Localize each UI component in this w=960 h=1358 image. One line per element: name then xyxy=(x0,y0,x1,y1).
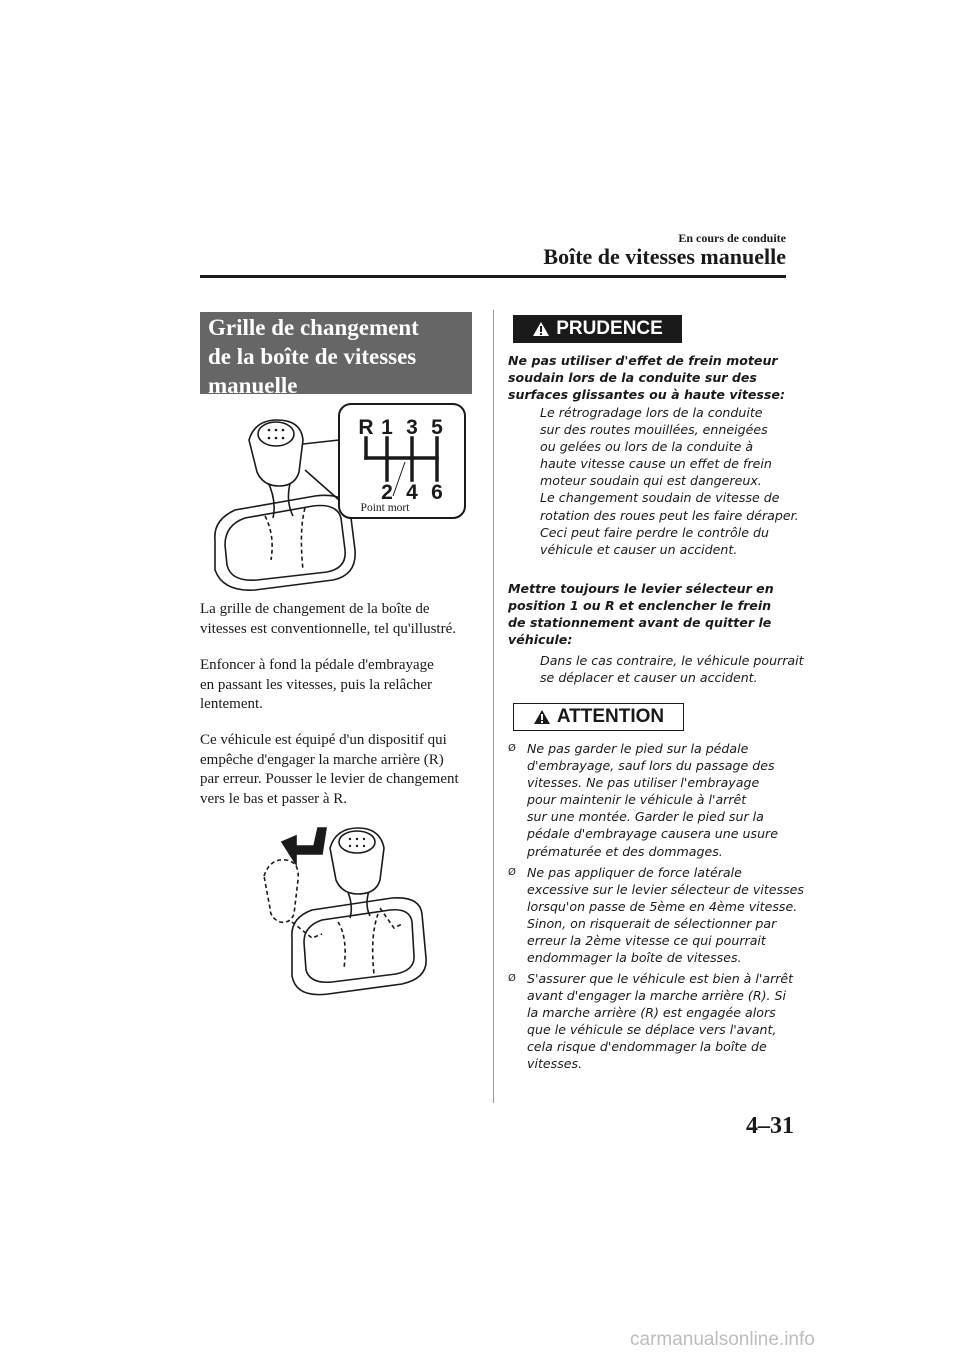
text-line: par erreur. Pousser le levier de changement xyxy=(200,771,459,787)
gear-shift-knob-illustration xyxy=(215,420,355,590)
text-line: empêche d'engager la marche arrière (R) xyxy=(200,751,444,768)
text-line: sur des routes mouillées, enneigées xyxy=(540,422,768,438)
gear-label-5: 5 xyxy=(431,416,443,439)
prudence-body xyxy=(540,404,799,558)
text-line: vitesses. xyxy=(527,1056,583,1072)
text-line: S'assurer que le véhicule est bien à l'arrêt xyxy=(527,971,794,986)
body-paragraph xyxy=(200,656,480,715)
text-line: pédale d'embrayage causera une usure xyxy=(527,826,778,842)
section-heading-line: Grille de changement xyxy=(208,315,419,340)
column-divider xyxy=(493,310,494,1103)
section-heading xyxy=(200,312,472,398)
text-line: surfaces glissantes ou à haute vitesse: xyxy=(508,387,786,403)
gear-label-3: 3 xyxy=(406,416,418,439)
shift-pattern-figure xyxy=(205,400,467,595)
text-line: Mettre toujours le levier sélecteur en xyxy=(508,581,774,596)
bullet-marker: Ø xyxy=(508,743,516,754)
text-line: erreur la 2ème vitesse ce qui pourrait xyxy=(527,933,766,949)
warning-triangle-icon xyxy=(532,321,550,337)
text-line: Ceci peut faire perdre le contrôle du xyxy=(540,524,769,540)
gear-label-6: 6 xyxy=(431,481,443,504)
prudence-label: PRUDENCE xyxy=(556,318,663,339)
text-line: endommager la boîte de vitesses. xyxy=(527,950,742,966)
section-heading-line: manuelle xyxy=(208,372,298,398)
prudence-badge xyxy=(513,315,682,343)
gear-label-1: 1 xyxy=(381,416,393,439)
gear-label-reverse: R xyxy=(358,416,374,439)
watermark: carmanualsonline.info xyxy=(630,1329,815,1350)
text-line: avant d'engager la marche arrière (R). Si xyxy=(527,988,786,1004)
warning-triangle-icon xyxy=(533,709,551,725)
gear-label-4: 4 xyxy=(406,481,418,504)
text-line: cela risque d'endommager la boîte de xyxy=(527,1039,767,1055)
prudence-heading xyxy=(508,352,785,403)
gear-lever-push-down-illustration xyxy=(252,818,432,1008)
text-line: vers le bas et passer à R. xyxy=(200,790,348,807)
text-line: position 1 ou R et enclencher le frein xyxy=(508,598,772,614)
page-number: 4–31 xyxy=(746,1113,794,1139)
running-header-chapter: Boîte de vitesses manuelle xyxy=(543,244,786,269)
text-line: ou gelées ou lors de la conduite à xyxy=(540,439,754,455)
attention-badge xyxy=(513,703,684,731)
section-heading-line: de la boîte de vitesses xyxy=(208,343,417,369)
prudence-body xyxy=(540,652,804,686)
body-paragraph xyxy=(200,600,480,639)
text-line: Ne pas garder le pied sur la pédale xyxy=(527,741,749,756)
text-line: Le changement soudain de vitesse de xyxy=(540,490,780,506)
text-line: moteur soudain qui est dangereux. xyxy=(540,473,762,489)
body-paragraph xyxy=(200,731,480,809)
bullet-marker: Ø xyxy=(508,973,516,984)
text-line: la marche arrière (R) est engagée alors xyxy=(527,1005,776,1021)
text-line: excessive sur le levier sélecteur de vitesses xyxy=(527,882,804,898)
text-line: Enfoncer à fond la pédale d'embrayage xyxy=(200,657,434,673)
running-header-section: En cours de conduite xyxy=(678,231,786,245)
text-line: en passant les vitesses, puis la relâcher xyxy=(200,676,433,693)
prudence-heading xyxy=(508,580,774,648)
attention-label: ATTENTION xyxy=(556,706,665,727)
text-line: Le rétrogradage lors de la conduite xyxy=(540,405,763,420)
text-line: d'embrayage, sauf lors du passage des xyxy=(527,758,775,774)
text-line: rotation des roues peut les faire déraper. xyxy=(540,507,799,523)
text-line: lentement. xyxy=(200,696,263,712)
text-line: pour maintenir le véhicule à l'arrêt xyxy=(527,792,747,808)
gear-label-2: 2 xyxy=(381,481,393,504)
text-line: haute vitesse cause un effet de frein xyxy=(540,456,772,472)
text-line: Ne pas appliquer de force latérale xyxy=(527,865,742,880)
text-line: de stationnement avant de quitter le xyxy=(508,615,772,631)
text-line: se déplacer et causer un accident. xyxy=(540,670,758,686)
bullet-marker: Ø xyxy=(508,867,516,878)
text-line: sur une montée. Garder le pied sur la xyxy=(527,809,764,825)
text-line: lorsqu'on passe de 5ème en 4ème vitesse. xyxy=(527,899,798,915)
text-line: soudain lors de la conduite sur des xyxy=(508,370,757,386)
neutral-callout-label: Point mort xyxy=(360,502,410,514)
text-line: que le véhicule se déplace vers l'avant, xyxy=(527,1022,777,1038)
text-line: véhicule et causer un accident. xyxy=(540,541,738,557)
text-line: Dans le cas contraire, le véhicule pourrait xyxy=(540,653,804,668)
text-line: La grille de changement de la boîte de xyxy=(200,601,430,617)
text-line: Ne pas utiliser d'effet de frein moteur xyxy=(508,353,778,368)
text-line: Sinon, on risquerait de sélectionner par xyxy=(527,916,777,932)
header-rule xyxy=(200,275,786,278)
text-line: Ce véhicule est équipé d'un dispositif qui xyxy=(200,732,447,748)
text-line: prématurée et des dommages. xyxy=(527,843,723,859)
text-line: vitesses. Ne pas utiliser l'embrayage xyxy=(527,775,760,791)
text-line: véhicule: xyxy=(508,632,573,648)
text-line: vitesses est conventionnelle, tel qu'illustré. xyxy=(200,620,456,637)
